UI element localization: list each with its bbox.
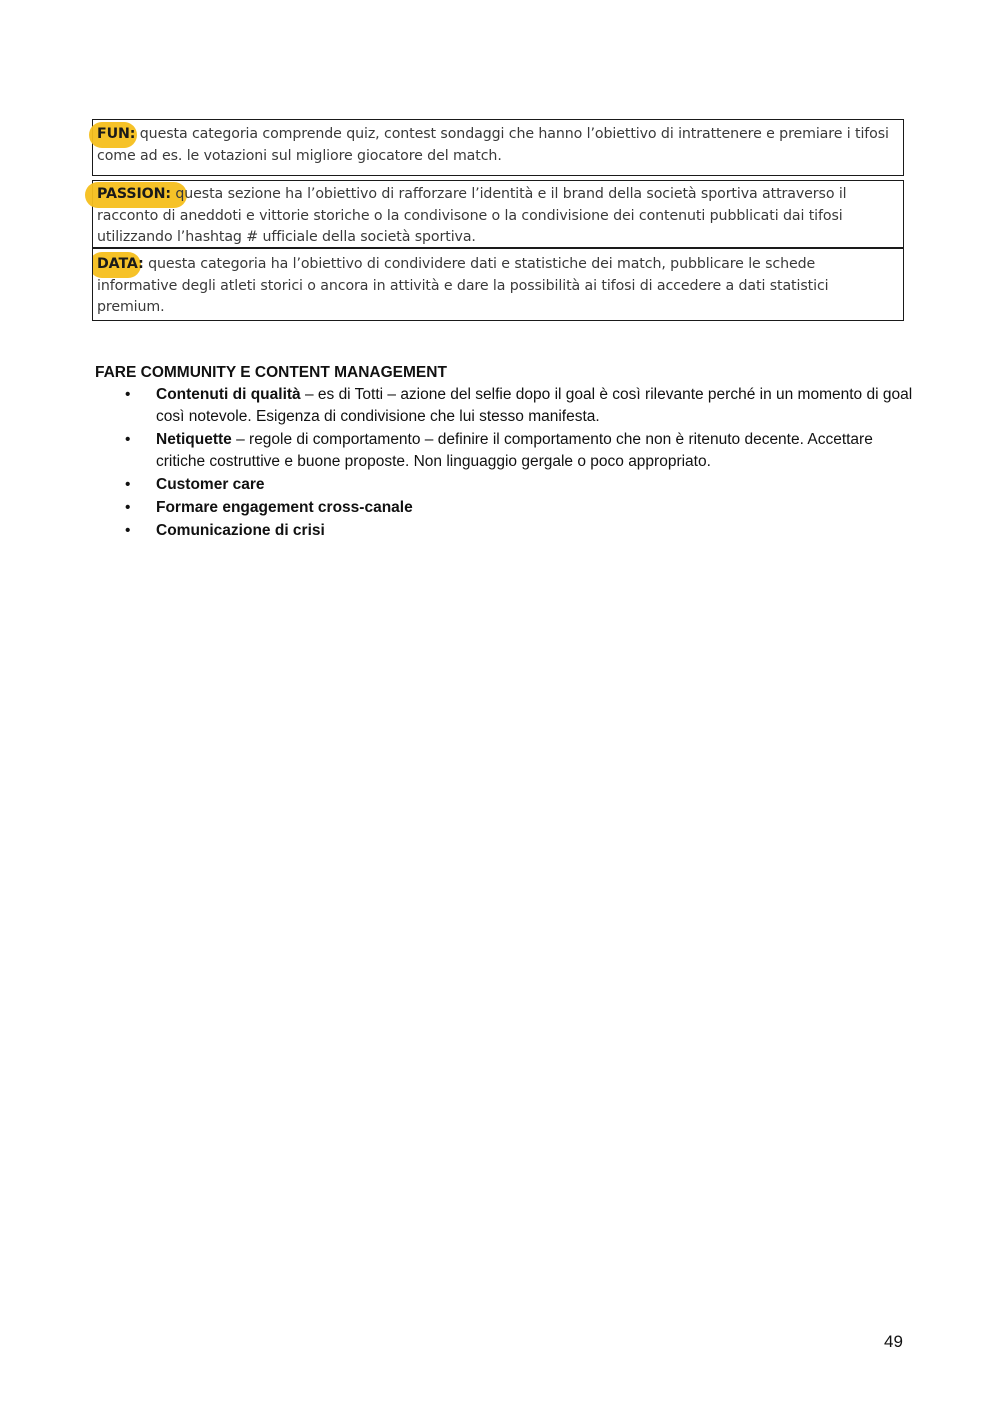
page-number: 49 [884,1332,903,1351]
list-item [95,520,915,542]
community-section [95,362,915,543]
category-boxes [92,119,904,321]
bullet-icon: • [125,431,131,448]
category-text: questa sezione ha l’obiettivo di rafforzare l’identità e il brand della società sportiva attraverso il racconto di aneddoti e vittorie storiche o la condivisone o la condivisione dei contenuti pubblicati dai tifosi utilizzando l’hashtag # ufficiale della società sportiva. [97,186,847,245]
item-title: Netiquette [156,431,232,448]
category-box-fun [92,119,904,176]
bullet-icon: • [125,499,131,516]
item-text: – es di Totti – azione del selfie dopo il goal è così rilevante perché in un momento di goal così notevole. Esigenza di condivisione che lui stesso manifesta. [156,386,913,425]
item-title: Customer care [156,476,265,493]
category-text: questa categoria comprende quiz, contest sondaggi che hanno l’obiettivo di intrattenere e premiare i tifosi come ad es. le votazioni sul migliore giocatore del match. [97,126,889,164]
category-box-data [92,248,904,321]
section-title: FARE COMMUNITY E CONTENT MANAGEMENT [95,364,447,381]
list-item [95,497,915,519]
list-item [95,474,915,496]
category-label: DATA: [97,256,144,272]
item-title: Formare engagement cross-canale [156,499,413,516]
item-title: Comunicazione di crisi [156,522,325,539]
item-title: Contenuti di qualità [156,386,301,403]
list-item [95,429,915,473]
category-label: PASSION: [97,186,171,202]
category-text: questa categoria ha l’obiettivo di condividere dati e statistiche dei match, pubblicare le schede informative degli atleti storici o ancora in attività e dare la possibilità ai tifosi di accedere a dati statistici premium. [97,256,829,315]
category-label: FUN: [97,126,136,142]
item-text: – regole di comportamento – definire il comportamento che non è ritenuto decente. Accettare critiche costruttive e buone proposte. Non linguaggio gergale o poco appropriato. [156,431,873,470]
category-box-passion [92,180,904,248]
bullet-icon: • [125,522,131,539]
list-item [95,384,915,428]
bullet-icon: • [125,386,131,403]
bullet-icon: • [125,476,131,493]
bullet-list [95,384,915,542]
